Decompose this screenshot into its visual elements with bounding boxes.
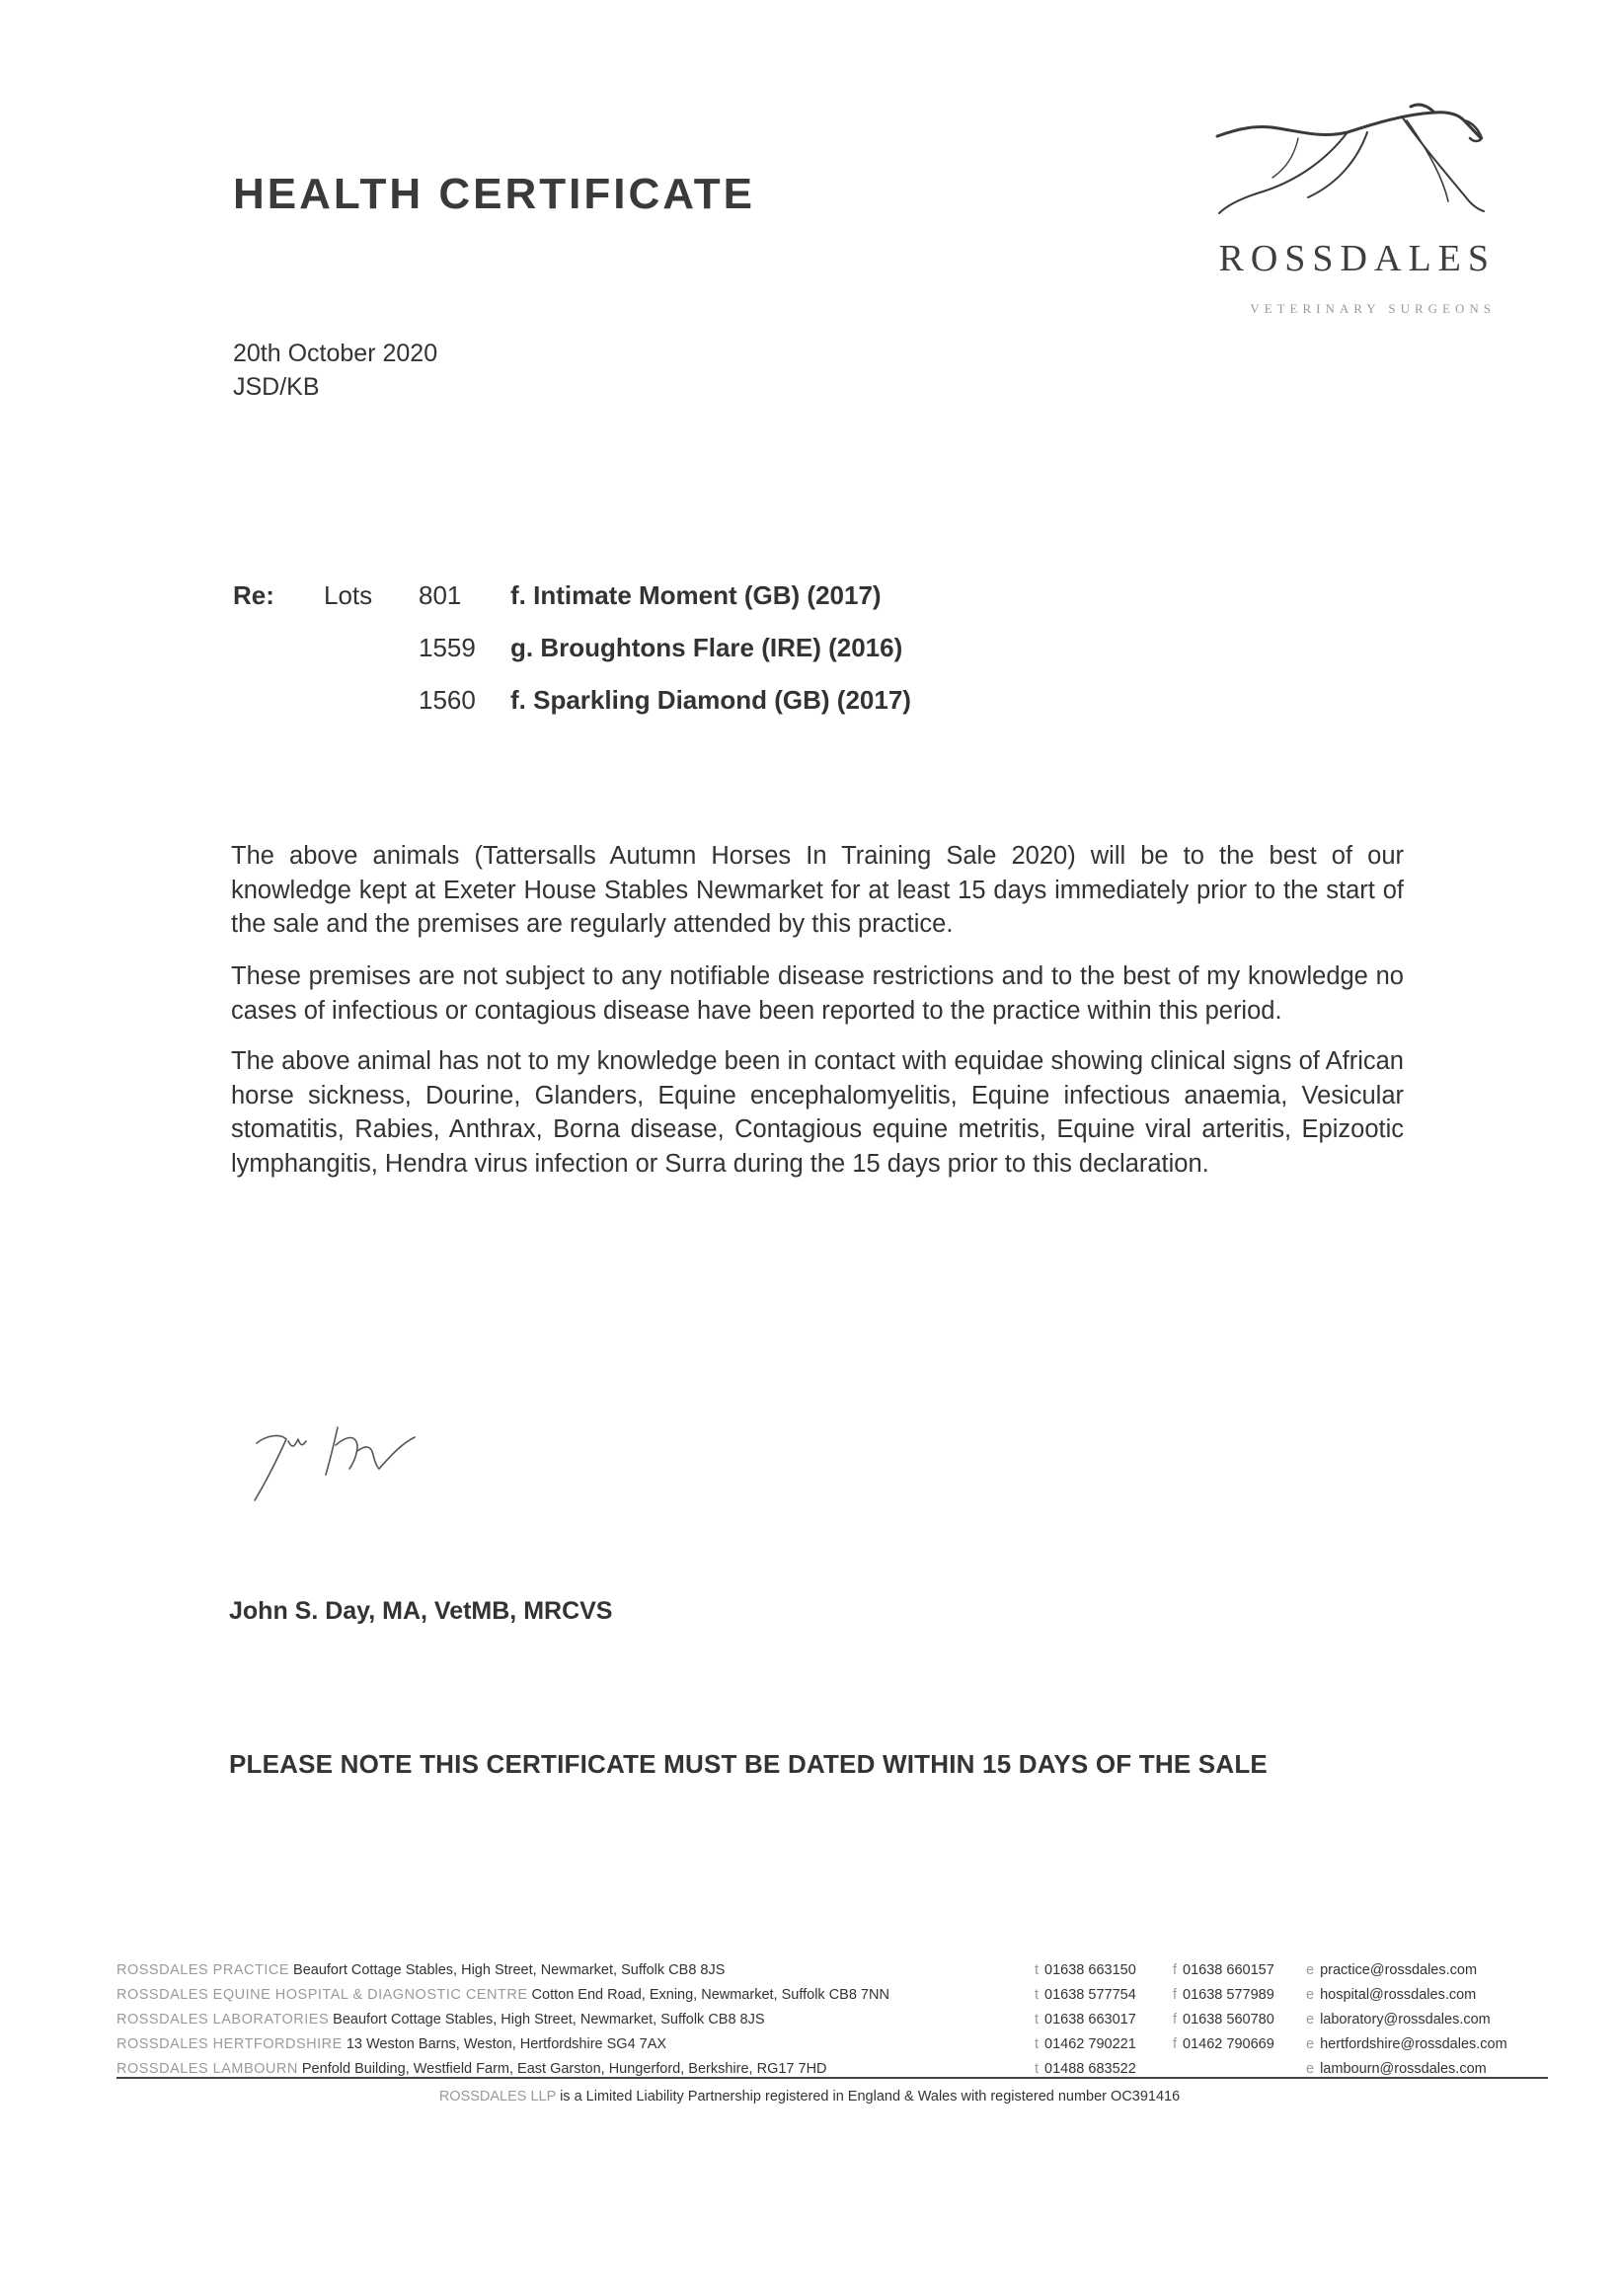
fax-number: 01462 790669 [1183, 2036, 1274, 2052]
branch-line [116, 1987, 889, 2003]
lot-number: 801 [419, 580, 462, 610]
reference-code: JSD/KB [233, 373, 320, 401]
email-address[interactable]: laboratory@rossdales.com [1320, 2012, 1491, 2028]
email-address[interactable]: hospital@rossdales.com [1320, 1987, 1477, 2003]
branch-label: ROSSDALES PRACTICE [116, 1962, 289, 1978]
fax-prefix: f [1173, 1987, 1178, 2003]
branch-label: ROSSDALES HERTFORDSHIRE [116, 2036, 343, 2052]
branch-line [116, 2061, 827, 2077]
body-paragraph-diseases: The above animal has not to my knowledge been in contact with equidae showing clinical signs of African horse sickness, Dourine, Glanders, Equine encephalomyelitis, Equine infectious anaemia, Vesicular stomatitis, Rabies, Anthrax, Borna disease, Contagious equine metritis, Equine viral arteritis, Epizootic lymphangitis, Hendra virus infection or Surra during the 15 days prior to this declaration. [231, 1047, 1404, 1178]
email-address[interactable]: practice@rossdales.com [1320, 1962, 1478, 1978]
branch-fax [1173, 1962, 1274, 1978]
branch-address: Penfold Building, Westfield Farm, East Garston, Hungerford, Berkshire, RG17 7HD [301, 2061, 827, 2077]
tel-number: 01638 663150 [1044, 1962, 1136, 1978]
re-label: Re: [233, 580, 274, 610]
tel-prefix: t [1035, 1962, 1040, 1978]
branch-tel [1035, 2036, 1136, 2052]
tel-number: 01488 683522 [1044, 2061, 1136, 2077]
branch-fax [1173, 2012, 1274, 2028]
fax-number: 01638 560780 [1183, 2012, 1274, 2028]
email-address[interactable]: lambourn@rossdales.com [1320, 2061, 1487, 2077]
branch-email[interactable] [1306, 1962, 1477, 1978]
branch-email[interactable] [1306, 2012, 1491, 2028]
tel-number: 01638 663017 [1044, 2012, 1136, 2028]
branch-address: Beaufort Cottage Stables, High Street, Newmarket, Suffolk CB8 8JS [293, 1962, 726, 1978]
tel-prefix: t [1035, 2036, 1040, 2052]
branch-label: ROSSDALES LABORATORIES [116, 2012, 330, 2028]
branch-address: Cotton End Road, Exning, Newmarket, Suffolk CB8 7NN [531, 1987, 889, 2003]
branch-line [116, 2036, 666, 2052]
footer-branch-row [116, 2051, 1548, 2076]
footer-legal-notice [0, 2089, 1619, 2105]
body-paragraph-premises: These premises are not subject to any notifiable disease restrictions and to the best of my knowledge no cases of infectious or contagious disease have been reported to the practice within this period. [231, 962, 1404, 1025]
tel-prefix: t [1035, 2012, 1040, 2028]
email-address[interactable]: hertfordshire@rossdales.com [1320, 2036, 1507, 2052]
branch-tel [1035, 2061, 1136, 2077]
document-title: HEALTH CERTIFICATE [233, 170, 755, 218]
branch-address: Beaufort Cottage Stables, High Street, Newmarket, Suffolk CB8 8JS [333, 2012, 765, 2028]
branch-line [116, 1962, 725, 1978]
branch-fax [1173, 2036, 1274, 2052]
branch-label: ROSSDALES EQUINE HOSPITAL & DIAGNOSTIC CENTRE [116, 1987, 528, 2003]
dating-notice: PLEASE NOTE THIS CERTIFICATE MUST BE DATED WITHIN 15 DAYS OF THE SALE [229, 1749, 1268, 1779]
fax-number: 01638 577989 [1183, 1987, 1274, 2003]
fax-prefix: f [1173, 2036, 1178, 2052]
horse-outline-icon [1199, 99, 1496, 227]
footer-branch-row [116, 1987, 1548, 2012]
branch-fax [1173, 1987, 1274, 2003]
legal-registration-text: is a Limited Liability Partnership registered in England & Wales with registered number OC391416 [560, 2089, 1181, 2105]
email-prefix: e [1306, 2012, 1315, 2028]
lot-number: 1560 [419, 685, 476, 715]
logo-subtitle: VETERINARY SURGEONS [1250, 301, 1496, 316]
lot-horse-name: g. Broughtons Flare (IRE) (2016) [510, 633, 903, 662]
lot-number: 1559 [419, 633, 476, 662]
logo-wordmark: ROSSDALES [1218, 238, 1496, 279]
tel-number: 01638 577754 [1044, 1987, 1136, 2003]
email-prefix: e [1306, 1962, 1315, 1978]
branch-tel [1035, 2012, 1136, 2028]
email-prefix: e [1306, 2061, 1315, 2077]
legal-entity-name: ROSSDALES LLP [438, 2089, 557, 2105]
fax-number: 01638 660157 [1183, 1962, 1274, 1978]
footer-divider [116, 2077, 1548, 2079]
fax-prefix: f [1173, 1962, 1178, 1978]
email-prefix: e [1306, 2036, 1315, 2052]
tel-prefix: t [1035, 2061, 1040, 2077]
branch-address: 13 Weston Barns, Weston, Hertfordshire SG4 7AX [346, 2036, 667, 2052]
branch-tel [1035, 1987, 1136, 2003]
fax-prefix: f [1173, 2012, 1178, 2028]
tel-prefix: t [1035, 1987, 1040, 2003]
rossdales-logo [1199, 99, 1496, 326]
certificate-date: 20th October 2020 [233, 340, 438, 367]
email-prefix: e [1306, 1987, 1315, 2003]
signatory-name: John S. Day, MA, VetMB, MRCVS [229, 1597, 613, 1625]
branch-line [116, 2012, 765, 2028]
lots-label: Lots [324, 580, 373, 610]
branch-tel [1035, 1962, 1136, 1978]
branch-email[interactable] [1306, 1987, 1476, 2003]
tel-number: 01462 790221 [1044, 2036, 1136, 2052]
branch-email[interactable] [1306, 2061, 1487, 2077]
handwritten-signature [247, 1402, 484, 1520]
body-paragraph-sale: The above animals (Tattersalls Autumn Horses In Training Sale 2020) will be to the best of our knowledge kept at Exeter House Stables Newmarket for at least 15 days immediately prior to the start of the sale and the premises are regularly attended by this practice. [231, 842, 1404, 938]
footer-branch-row [116, 2012, 1548, 2036]
lot-horse-name: f. Sparkling Diamond (GB) (2017) [510, 685, 911, 715]
lot-horse-name: f. Intimate Moment (GB) (2017) [510, 580, 882, 610]
branch-label: ROSSDALES LAMBOURN [116, 2061, 298, 2077]
branch-email[interactable] [1306, 2036, 1507, 2052]
footer-branch-row [116, 1962, 1548, 1987]
